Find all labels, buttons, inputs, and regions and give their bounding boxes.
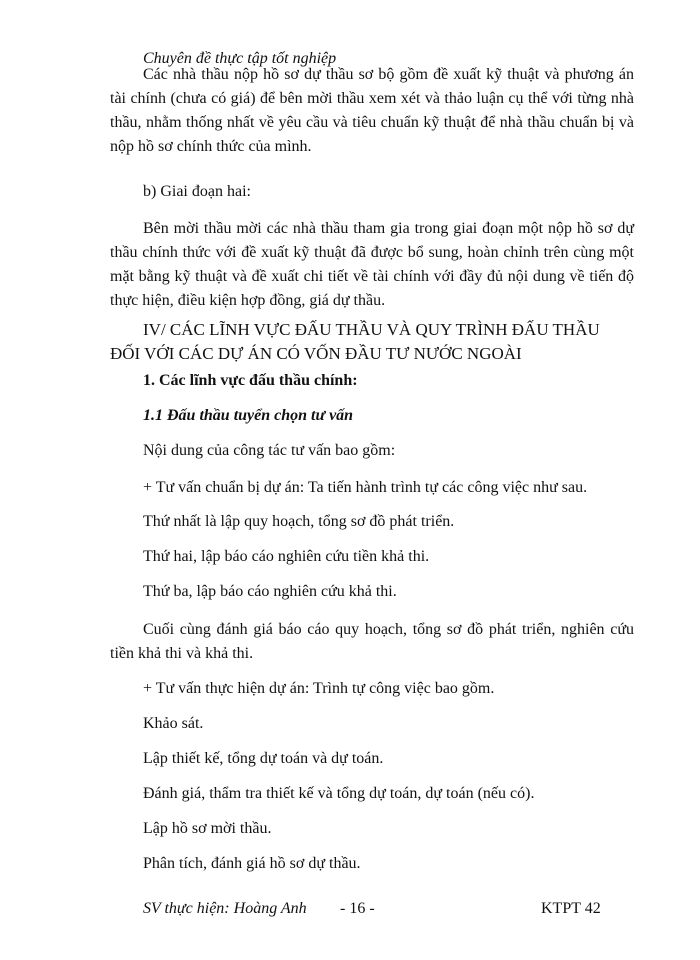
paragraph-3: Cuối cùng đánh giá báo cáo quy hoạch, tổng sơ đồ phát triển, nghiên cứu tiền khả thi và khả thi. xyxy=(110,621,634,662)
list-line: + Tư vấn chuẩn bị dự án: Ta tiến hành trình tự các công việc như sau. xyxy=(143,479,588,496)
subheading-1: 1. Các lĩnh vực đấu thầu chính: xyxy=(143,372,358,389)
subheading-1-1: 1.1 Đấu thầu tuyển chọn tư vấn xyxy=(143,407,354,424)
page-header: Chuyên đề thực tập tốt nghiệp xyxy=(143,50,337,67)
list-line: Thứ hai, lập báo cáo nghiên cứu tiền khả thi. xyxy=(143,548,430,565)
list-line: Thứ nhất là lập quy hoạch, tổng sơ đồ phát triển. xyxy=(143,513,455,530)
footer-author: SV thực hiện: Hoàng Anh xyxy=(143,900,307,917)
paragraph-2: Bên mời thầu mời các nhà thầu tham gia trong giai đoạn một nộp hồ sơ dự thầu chính thức với đề xuất kỹ thuật đã được bổ sung, hoàn chỉnh trên cùng một mặt bằng kỹ thuật và đề xuất chi tiết về tài chính với đầy đủ nội dung về tiến độ thực hiện, điều kiện hợp đồng, giá dự thầu. xyxy=(110,220,634,309)
footer-page-number: - 16 - xyxy=(340,900,375,917)
list-line: Nội dung của công tác tư vấn bao gồm: xyxy=(143,442,396,459)
list-line: Khảo sát. xyxy=(143,715,204,732)
list-line: Thứ ba, lập báo cáo nghiên cứu khả thi. xyxy=(143,583,397,600)
section-heading: IV/ CÁC LĨNH VỰC ĐẤU THẦU VÀ QUY TRÌNH ĐẤU THẦU ĐỐI VỚI CÁC DỰ ÁN CÓ VỐN ĐẦU TƯ NƯỚC NGOÀI xyxy=(110,320,600,363)
list-line: Lập hồ sơ mời thầu. xyxy=(143,820,272,837)
paragraph-1: Các nhà thầu nộp hồ sơ dự thầu sơ bộ gồm đề xuất kỹ thuật và phương án tài chính (chưa có giá) để bên mời thầu xem xét và thảo luận cụ thể với từng nhà thầu, nhằm thống nhất về yêu cầu và tiêu chuẩn kỹ thuật để nhà thầu chuẩn bị và nộp hồ sơ chính thức của mình. xyxy=(110,66,634,155)
list-line: Lập thiết kế, tổng dự toán và dự toán. xyxy=(143,750,384,767)
list-line: Đánh giá, thẩm tra thiết kế và tổng dự toán, dự toán (nếu có). xyxy=(143,785,535,802)
phase-two-label: b) Giai đoạn hai: xyxy=(143,183,251,200)
footer-class-code: KTPT 42 xyxy=(541,900,601,917)
list-line: + Tư vấn thực hiện dự án: Trình tự công việc bao gồm. xyxy=(143,680,495,697)
list-line: Phân tích, đánh giá hồ sơ dự thầu. xyxy=(143,855,361,872)
